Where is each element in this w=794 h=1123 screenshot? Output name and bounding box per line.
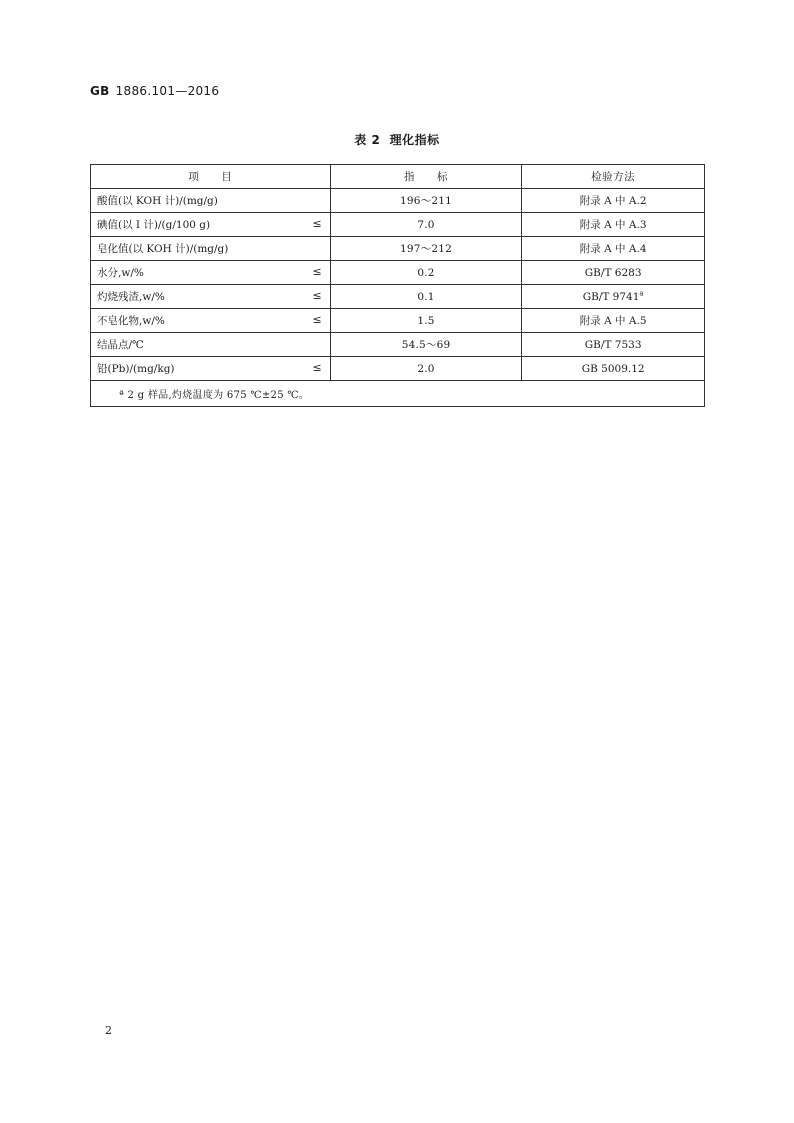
method-cell	[522, 333, 705, 357]
table-row	[91, 309, 705, 333]
method-label: GB 5009.12	[581, 362, 645, 375]
indicator-cell: 2.0	[330, 357, 522, 381]
table-footnote: ª 2 g 样品,灼烧温度为 675 ℃±25 ℃。	[91, 381, 705, 407]
method-cell	[522, 357, 705, 381]
item-label: 灼烧残渣,w/%	[97, 291, 165, 303]
column-header-indicator: 指 标	[330, 165, 522, 189]
standard-header	[90, 84, 219, 98]
item-cell	[91, 237, 331, 261]
less-equal-symbol: ≤	[312, 313, 322, 326]
method-label: GB/T 6283	[584, 266, 642, 279]
page-number: 2	[105, 1024, 112, 1037]
method-cell	[522, 309, 705, 333]
item-cell	[91, 285, 331, 309]
method-label: 附录 A 中 A.2	[579, 195, 647, 207]
item-cell	[91, 333, 331, 357]
physicochemical-table	[90, 164, 705, 407]
indicator-cell: 0.1	[330, 285, 522, 309]
item-cell	[91, 213, 331, 237]
indicator-cell: 54.5～69	[330, 333, 522, 357]
table-row	[91, 285, 705, 309]
less-equal-symbol: ≤	[312, 217, 322, 230]
standard-code: GB	[90, 84, 110, 98]
method-label: 附录 A 中 A.5	[579, 315, 647, 327]
item-label: 结晶点/℃	[97, 339, 144, 351]
item-label: 水分,w/%	[97, 267, 144, 279]
item-label: 酸值(以 KOH 计)/(mg/g)	[97, 195, 218, 207]
footnote-row	[91, 381, 705, 407]
item-cell	[91, 309, 331, 333]
method-cell	[522, 213, 705, 237]
less-equal-symbol: ≤	[312, 289, 322, 302]
indicator-cell: 0.2	[330, 261, 522, 285]
table-title: 表 2 理化指标	[354, 133, 440, 147]
item-label: 皂化值(以 KOH 计)/(mg/g)	[97, 243, 229, 255]
indicator-cell: 1.5	[330, 309, 522, 333]
method-label: 附录 A 中 A.3	[579, 219, 647, 231]
item-cell	[91, 189, 331, 213]
table-row	[91, 237, 705, 261]
item-cell	[91, 261, 331, 285]
table-row	[91, 333, 705, 357]
column-header-item: 项 目	[91, 165, 331, 189]
method-cell	[522, 285, 705, 309]
method-cell	[522, 261, 705, 285]
standard-number: 1886.101—2016	[115, 84, 220, 98]
item-label: 铅(Pb)/(mg/kg)	[97, 363, 175, 375]
table-row	[91, 213, 705, 237]
indicator-cell: 196～211	[330, 189, 522, 213]
table-row	[91, 357, 705, 381]
method-label: 附录 A 中 A.4	[579, 243, 647, 255]
method-cell	[522, 237, 705, 261]
method-label: GB/T 7533	[584, 338, 642, 351]
indicator-cell: 197～212	[330, 237, 522, 261]
method-label: GB/T 9741	[582, 290, 640, 303]
table-row	[91, 261, 705, 285]
indicator-cell: 7.0	[330, 213, 522, 237]
item-label: 碘值(以 I 计)/(g/100 g)	[97, 219, 211, 231]
less-equal-symbol: ≤	[312, 265, 322, 278]
table-row	[91, 189, 705, 213]
item-label: 不皂化物,w/%	[97, 315, 165, 327]
footnote-marker: a	[639, 289, 644, 297]
method-cell	[522, 189, 705, 213]
column-header-method: 检验方法	[522, 165, 705, 189]
less-equal-symbol: ≤	[312, 361, 322, 374]
table-header-row	[91, 165, 705, 189]
item-cell	[91, 357, 331, 381]
